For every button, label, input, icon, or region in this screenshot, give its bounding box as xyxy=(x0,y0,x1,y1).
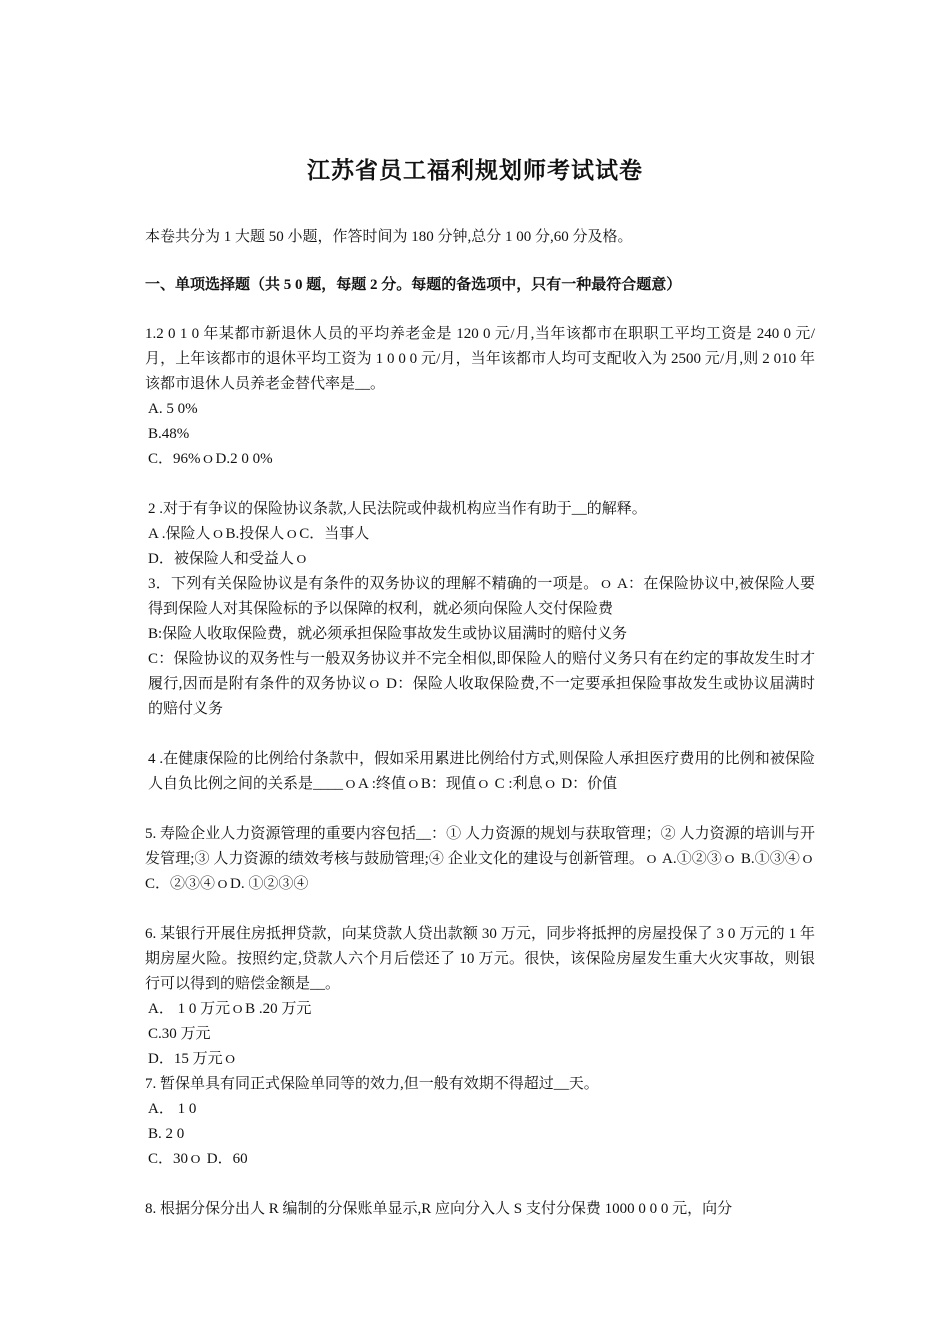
question-5 xyxy=(145,822,815,897)
question-stem: 4 .在健康保险的比例给付条款中，假如采用累进比例给付方式,则保险人承担医疗费用的比例和被保险人自负比例之间的关系是____ｏA :终值ｏB：现值ｏ C :利息ｏ D：价值 xyxy=(148,751,815,792)
question-stem: 3．下列有关保险协议是有条件的双务协议的理解不精确的一项是。ｏ A：在保险协议中,被保险人要得到保险人对其保险标的予以保障的权利，就必须向保险人交付保险费 xyxy=(148,576,815,617)
answer-option: D．15 万元ｏ xyxy=(148,1051,238,1067)
question-list xyxy=(145,322,815,1222)
question-6 xyxy=(145,922,815,1072)
question-stem: 2 .对于有争议的保险协议条款,人民法院或仲裁机构应当作有助于__的解释。 xyxy=(148,501,647,517)
answer-option: B.48% xyxy=(148,426,190,442)
question-8 xyxy=(145,1197,815,1222)
question-2 xyxy=(145,497,815,572)
section-header: 一、单项选择题（共 5 0 题，每题 2 分。每题的备选项中，只有一种最符合题意） xyxy=(145,277,682,293)
answer-option: A． 1 0 万元ｏB .20 万元 xyxy=(148,1001,312,1017)
question-stem: 8. 根据分保分出人 R 编制的分保账单显示,R 应向分入人 S 支付分保费 1000 0 0 0 元，向分 xyxy=(145,1201,733,1217)
answer-option: C．30ｏ D．60 xyxy=(148,1151,248,1167)
answer-option: C：保险协议的双务性与一般双务协议并不完全相似,即保险人的赔付义务只有在约定的事故发生时才履行,因而是附有条件的双务协议ｏ D：保险人收取保险费,不一定要承担保险事故发生或协议届满时的赔付义务 xyxy=(148,651,815,717)
question-3 xyxy=(145,572,815,722)
question-4 xyxy=(145,747,815,797)
answer-option: A. 5 0% xyxy=(148,401,198,417)
answer-option: B:保险人收取保险费，就必须承担保险事故发生或协议届满时的赔付义务 xyxy=(148,626,628,642)
question-7 xyxy=(145,1072,815,1172)
answer-option: A .保险人ｏB.投保人ｏC．当事人 xyxy=(148,526,370,542)
answer-option: D．被保险人和受益人ｏ xyxy=(148,551,309,567)
question-stem: 6. 某银行开展住房抵押贷款，向某贷款人贷出款额 30 万元，同步将抵押的房屋投保了 3 0 万元的 1 年期房屋火险。按照约定,贷款人六个月后偿还了 10 万元。很快，该保险房屋发生重大火灾事故，则银行可以得到的赔偿金额是__。 xyxy=(145,926,815,992)
answer-option: C．96%ｏD.2 0 0% xyxy=(148,451,273,467)
exam-intro: 本卷共分为 1 大题 50 小题，作答时间为 180 分钟,总分 1 00 分,60 分及格。 xyxy=(145,229,633,245)
question-stem: 1.2 0 1 0 年某都市新退休人员的平均养老金是 120 0 元/月,当年该都市在职职工平均工资是 240 0 元/月，上年该都市的退休平均工资为 1 0 0 0 元/月，当年该都市人均可支配收入为 2500 元/月,则 2 010 年该都市退休人员养老金替代率是__。 xyxy=(145,326,815,392)
question-stem: 5. 寿险企业人力资源管理的重要内容包括__：① 人力资源的规划与获取管理；② 人力资源的培训与开发管理;③ 人力资源的绩效考核与鼓励管理;④ 企业文化的建设与创新管理。ｏ A.①②③ｏ B.①③④ｏC．②③④ｏD. ①②③④ xyxy=(145,826,815,892)
document-title: 江苏省员工福利规划师考试试卷 xyxy=(307,158,643,183)
question-1 xyxy=(145,322,815,472)
question-stem: 7. 暂保单具有同正式保险单同等的效力,但一般有效期不得超过__天。 xyxy=(145,1076,599,1092)
answer-option: C.30 万元 xyxy=(148,1026,211,1042)
answer-option: B. 2 0 xyxy=(148,1126,185,1142)
answer-option: A． 1 0 xyxy=(148,1101,197,1117)
